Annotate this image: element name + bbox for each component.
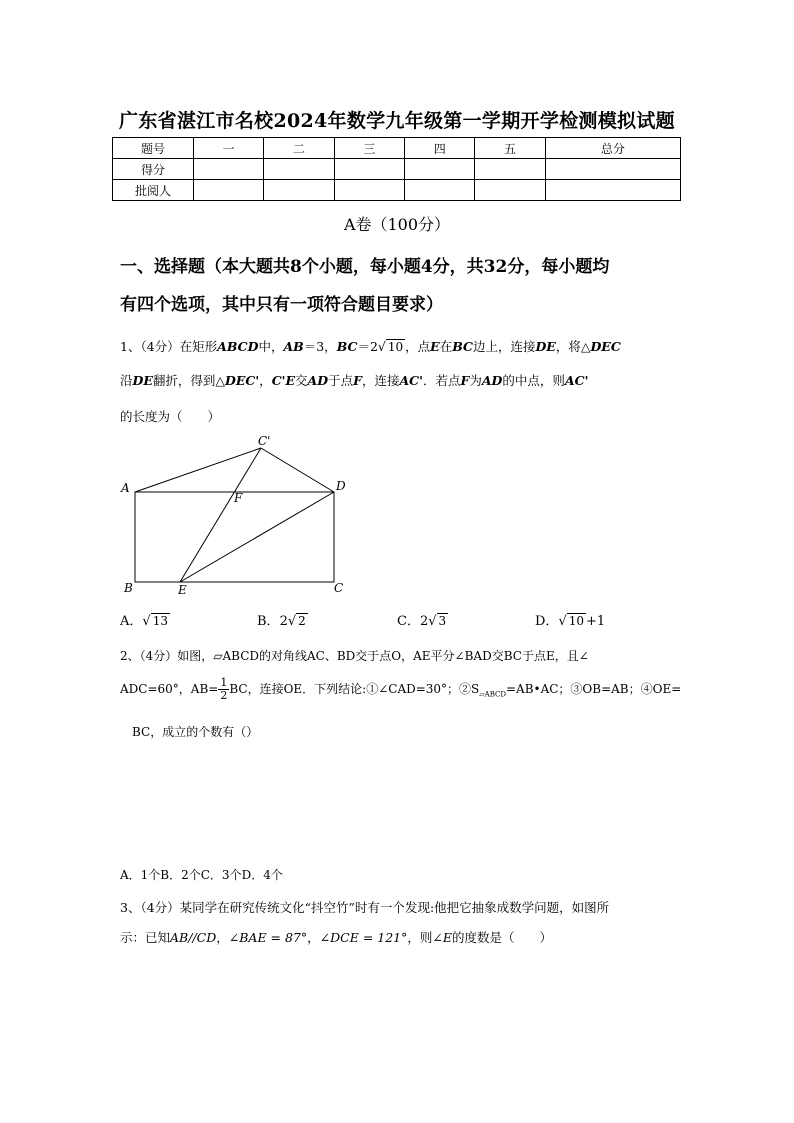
label-f: F — [234, 491, 243, 505]
part1-line2: 有四个选项，其中只有一项符合题目要求） — [120, 295, 443, 315]
text: 为 — [469, 373, 482, 388]
sqrt-symbol: √ — [558, 614, 567, 629]
text: ．若点 — [422, 373, 461, 388]
table-cell — [194, 159, 264, 180]
table-cell: 一 — [194, 138, 264, 159]
question-3 — [120, 898, 680, 948]
math-var: AC' — [564, 373, 589, 388]
radicand: 10 — [387, 340, 404, 354]
sqrt-symbol: √ — [377, 339, 386, 354]
sqrt-symbol: √ — [428, 614, 437, 629]
table-cell: 批阅人 — [113, 180, 194, 201]
text: 示：已知 — [120, 930, 171, 945]
math-expr: ∠BAE = 87° — [228, 930, 308, 945]
table-cell: 题号 — [113, 138, 194, 159]
rectangle-abcd — [135, 492, 334, 582]
math-var: E — [430, 339, 440, 354]
text: 的中点，则 — [502, 373, 565, 388]
label-d: D — [336, 479, 346, 493]
question-2 — [120, 647, 680, 747]
text: 边上，连接 — [472, 339, 536, 354]
q1-figure — [118, 430, 358, 598]
text: ＝3， — [303, 339, 337, 354]
q3-line2 — [120, 928, 552, 946]
math-var: F — [353, 373, 362, 388]
text: ，将△ — [555, 339, 591, 354]
table-cell — [264, 180, 334, 201]
math-var: AB — [283, 339, 304, 354]
text: 翻折，得到△ — [152, 373, 226, 388]
table-cell: 五 — [475, 138, 545, 159]
text: =AB•AC；③OB=AB；④OE= — [505, 682, 682, 696]
q1-line2 — [120, 371, 588, 389]
table-cell — [475, 180, 545, 201]
table-cell — [545, 159, 680, 180]
math-var: DEC — [590, 339, 621, 354]
q2-line3: BC，成立的个数有（） — [132, 725, 259, 739]
part1-heading — [120, 248, 690, 324]
q3-line1: 3、（4分）某同学在研究传统文化“抖空竹”时有一个发现:他把它抽象成数学问题，如图所 — [120, 900, 610, 915]
table-cell: 二 — [264, 138, 334, 159]
q2-line2 — [120, 677, 681, 702]
sqrt-symbol: √ — [142, 614, 151, 629]
table-cell: 得分 — [113, 159, 194, 180]
sqrt-symbol: √ — [287, 614, 297, 629]
score-table-row — [113, 159, 681, 180]
math-expr: ∠E — [432, 930, 453, 945]
fraction-one-half: $\frac{1}{2}$ — [220, 676, 228, 702]
math-var: BC — [336, 339, 358, 354]
table-cell — [194, 180, 264, 201]
table-cell — [545, 180, 680, 201]
text: 于点 — [328, 373, 354, 388]
table-cell: 总分 — [545, 138, 680, 159]
option-a[interactable]: A．√ 13 — [120, 614, 168, 629]
math-var: ABCD — [217, 339, 259, 354]
math-var: AD — [307, 373, 329, 388]
math-var: DE — [132, 373, 153, 388]
text: 交 — [295, 373, 308, 388]
q1-line3: 的长度为（ ） — [120, 409, 221, 424]
segment-ac-prime — [135, 448, 261, 492]
label-c-prime: C' — [258, 434, 271, 448]
text: 在 — [439, 339, 453, 354]
table-cell — [334, 180, 404, 201]
q2-options[interactable]: A．1个B．2个C．3个D．4个 — [120, 868, 283, 882]
segment-c-prime-e — [180, 448, 261, 582]
score-table — [112, 137, 681, 201]
q1-line1 — [120, 337, 621, 355]
math-var: DE — [535, 339, 556, 354]
text: ADC=60°，AB= — [120, 682, 219, 696]
text: 1、（4分）在矩形 — [120, 339, 218, 354]
q1-options — [120, 610, 680, 630]
table-cell — [405, 180, 475, 201]
text: BC，连接OE．下列结论:①∠CAD=30°；②S — [229, 682, 480, 696]
table-cell — [475, 159, 545, 180]
math-var: BC — [452, 339, 473, 354]
label-b: B — [124, 581, 133, 595]
score-table-header-row — [113, 138, 681, 159]
option-b[interactable]: B．2√ 2 — [257, 614, 306, 629]
text: 沿 — [120, 373, 133, 388]
label-a: A — [121, 481, 130, 495]
exam-title: 广东省湛江市名校2024年数学九年级第一学期开学检测模拟试题 — [119, 110, 675, 132]
q2-line1: 2、（4分）如图，▱ABCD的对角线AC、BD交于点O，AE平分∠BAD交BC于点E，且∠ — [120, 649, 589, 663]
option-d[interactable]: D．√ 10 +1 — [535, 614, 606, 629]
text: 的度数是（ ） — [452, 930, 553, 945]
text: ， — [216, 930, 229, 945]
math-var: DEC' — [225, 373, 260, 388]
table-cell — [264, 159, 334, 180]
text: ， — [307, 930, 320, 945]
math-var: F — [460, 373, 470, 388]
math-expr: AB//CD — [170, 930, 217, 945]
option-c[interactable]: C．2√ 3 — [397, 614, 447, 629]
label-e: E — [178, 583, 187, 597]
section-a-heading: A卷（100分） — [343, 215, 451, 234]
text: 中， — [258, 339, 284, 354]
table-cell — [405, 159, 475, 180]
subscript: ▱ABCD — [479, 690, 506, 699]
text: ，则 — [407, 930, 433, 945]
segment-c-prime-d — [261, 448, 334, 492]
math-var: C'E — [271, 373, 295, 388]
math-expr: ∠DCE = 121° — [319, 930, 408, 945]
math-var: AC' — [399, 373, 423, 388]
part1-line1: 一、选择题（本大题共8个小题，每小题4分，共32分，每小题均 — [120, 257, 610, 277]
table-cell — [334, 159, 404, 180]
text: ，点 — [405, 339, 431, 354]
text: ＝2 — [357, 339, 378, 354]
text: ， — [259, 373, 272, 388]
segment-ed — [180, 492, 334, 582]
table-cell: 四 — [405, 138, 475, 159]
text: ，连接 — [361, 373, 400, 388]
math-var: AD — [481, 373, 503, 388]
label-c: C — [334, 581, 344, 595]
score-table-row — [113, 180, 681, 201]
table-cell: 三 — [334, 138, 404, 159]
